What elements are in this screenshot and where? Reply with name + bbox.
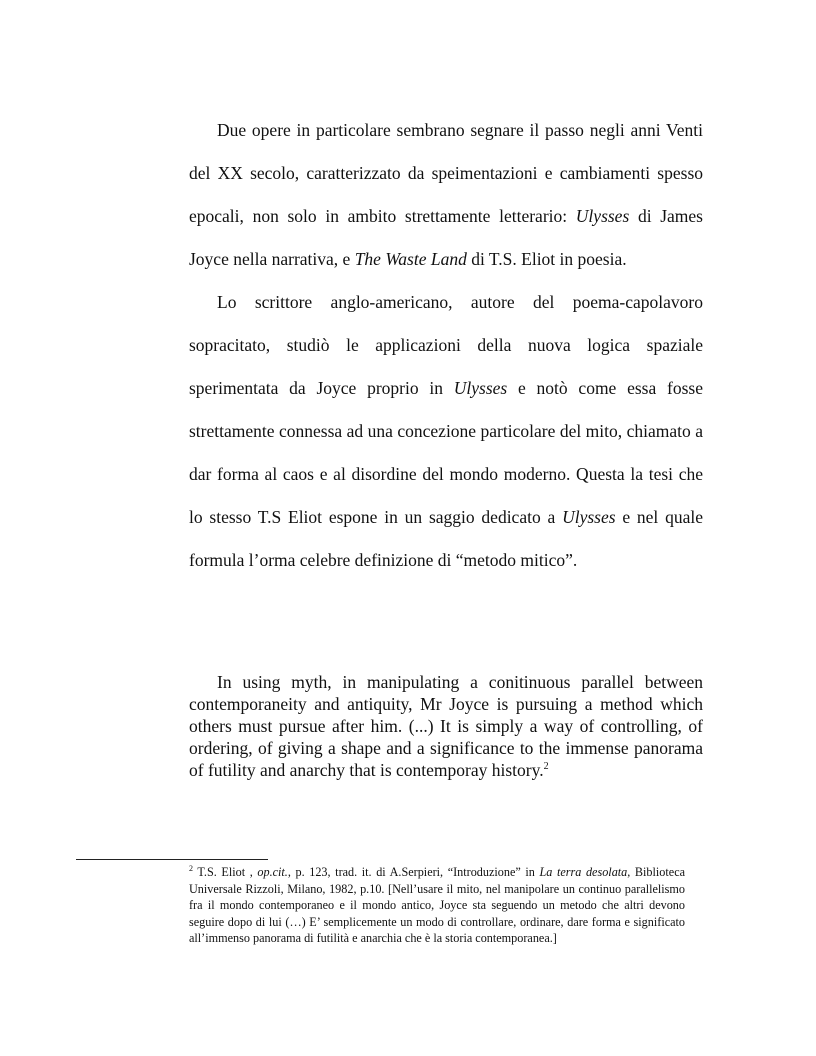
footnote-text-a: T.S. Eliot , [193,865,258,879]
paragraph-1-text-a: Due opere in particolare sembrano segnare il passo negli anni Venti del XX secolo, caratterizzato da speimentazioni e cambiamenti spesso epocali, non solo in ambito strettamente letterario: [189,120,703,226]
footnote-divider [76,859,268,860]
footnote-reference[interactable]: 2 [543,761,549,773]
quote-text: In using myth, in manipulating a conitinuous parallel between contemporaneity and antiquity, Mr Joyce is pursuing a method which others must pursue after him. (...) It is simply a way of controlling, of ordering, of giving a shape and a significance to the immense panorama of futility and anarchy that is contemporay history. [189,672,703,780]
paragraph-2-title-ulysses-2: Ulysses [562,507,616,527]
footnote-op-cit: op.cit. [257,865,288,879]
footnote-number: 2 [189,863,193,873]
block-quote [189,671,703,781]
paragraph-2-text-b: e notò come essa fosse strettamente connessa ad una concezione particolare del mito, chiamato a dar forma al caos e al disordine del mondo moderno. Questa la tesi che lo stesso T.S Eliot espone in un saggio dedicato a [189,378,703,527]
paragraph-2-title-ulysses-1: Ulysses [453,378,508,398]
paragraph-1-text-b: di James Joyce nella narrativa, e [189,206,703,269]
paragraph-1 [189,109,703,281]
paragraph-1-title-waste-land: The Waste Land [354,249,467,269]
footnote-text-c: , Biblioteca Universale Rizzoli, Milano, 1982, p.10. [Nell’usare il mito, nel manipolare un continuo parallelismo fra il mondo contemporaneo e il mondo antico, Joyce sta seguendo un metodo che altri devono seguire dopo di lui (…) E’ semplicemente un modo di controllare, ordinare, dare forma e significato all’immenso panorama di futilità e anarchia che è la storia contemporanea.] [189,865,686,945]
paragraph-2-text-a: Lo scrittore anglo-americano, autore del poema-capolavoro sopracitato, studiò le applicazioni della nuova logica spaziale sperimentata da Joyce proprio in [189,292,703,398]
body-text [189,109,703,582]
paragraph-2-text-c: e nel quale formula l’orma celebre definizione di “metodo mitico”. [189,507,703,570]
footnote [189,864,685,947]
footnote-text-b: , p. 123, trad. it. di A.Serpieri, “Introduzione” in [287,865,540,879]
footnote-book-title: La terra desolata [539,865,628,879]
paragraph-2 [189,281,703,582]
paragraph-1-text-c: di T.S. Eliot in poesia. [466,249,627,269]
paragraph-1-title-ulysses: Ulysses [575,206,630,226]
